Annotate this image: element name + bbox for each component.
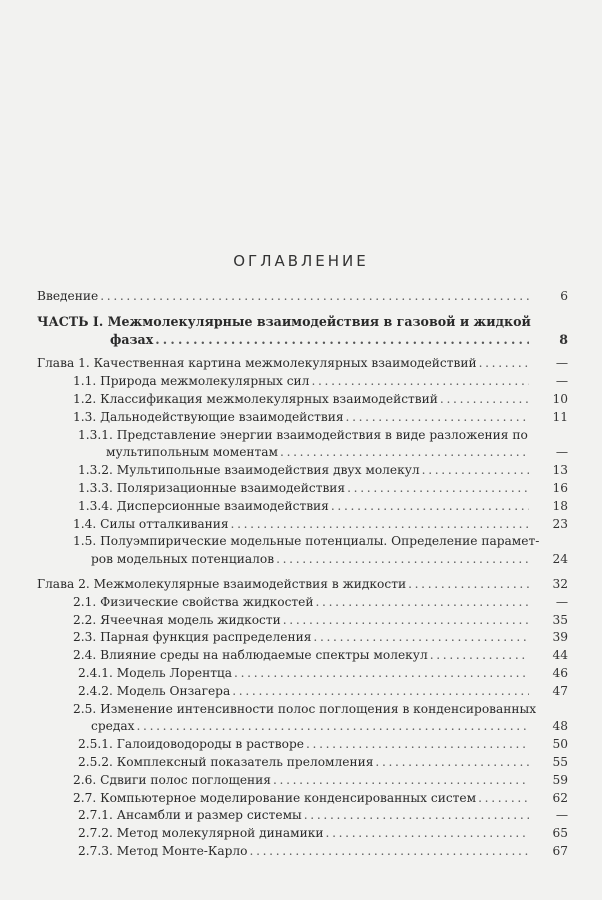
toc-entry-section[interactable] xyxy=(37,373,568,391)
toc-entry-text: 1.3.4. Дисперсионные взаимодействия xyxy=(78,498,329,513)
toc-entry-text: 2.4.1. Модель Лорентца xyxy=(78,665,233,680)
dot-leader xyxy=(232,683,529,701)
toc-entry-text: 2.1. Физические свойства жидкостей xyxy=(73,594,314,609)
page-number: — xyxy=(555,808,568,823)
dot-leader xyxy=(346,409,529,427)
dot-leader xyxy=(478,790,529,808)
dot-leader xyxy=(440,391,529,409)
dot-leader xyxy=(304,807,529,825)
toc-entry-text: 1.2. Классификация межмолекулярных взаимодействий xyxy=(73,391,438,406)
table-of-contents xyxy=(37,288,568,861)
dot-leader xyxy=(234,665,529,683)
toc-entry-text: мультипольным моментам xyxy=(106,445,279,460)
toc-entry-text: 1.1. Природа межмолекулярных сил xyxy=(73,374,310,389)
toc-entry-text: 2.4.2. Модель Онзагера xyxy=(78,683,231,698)
page-number: 6 xyxy=(560,289,568,303)
toc-entry-section[interactable] xyxy=(37,533,568,569)
toc-entry-text: Глава 1. Качественная картина межмолекулярных взаимодействий xyxy=(37,356,477,371)
toc-entry-text: средах xyxy=(91,719,135,734)
page-number: 62 xyxy=(552,790,568,805)
toc-entry-subsection[interactable] xyxy=(37,427,568,463)
toc-entry-section[interactable] xyxy=(37,409,568,427)
toc-entry-text: фазах xyxy=(110,331,154,347)
dot-leader xyxy=(313,629,529,647)
page-number: 55 xyxy=(552,754,568,769)
toc-entry-chapter[interactable] xyxy=(37,355,568,373)
page-number: 47 xyxy=(552,683,568,698)
page-number: 59 xyxy=(552,772,568,787)
dot-leader xyxy=(375,754,529,772)
page-number: 23 xyxy=(552,516,568,531)
page-number: 32 xyxy=(552,576,568,591)
toc-entry-text: Глава 2. Межмолекулярные взаимодействия в жидкости xyxy=(37,576,407,591)
toc-entry-text: 2.7. Компьютерное моделирование конденсированных систем xyxy=(73,790,477,805)
toc-entry-text: 2.7.2. Метод молекулярной динамики xyxy=(78,826,324,841)
dot-leader xyxy=(283,612,529,630)
dot-leader xyxy=(231,516,529,534)
toc-entry-text: 2.5.2. Комплексный показатель преломления xyxy=(78,754,374,769)
page-number: 35 xyxy=(552,612,568,627)
toc-entry-text: 1.3.1. Представление энергии взаимодействия в виде разложения по xyxy=(78,427,528,442)
dot-leader xyxy=(273,772,529,790)
toc-entry-text: Введение xyxy=(37,289,99,303)
toc-entry-text: 1.4. Силы отталкивания xyxy=(73,516,229,531)
dot-leader xyxy=(250,843,529,861)
toc-entry-text: ЧАСТЬ I. Межмолекулярные взаимодействия в газовой и жидкой xyxy=(37,313,531,329)
page-number: — xyxy=(555,356,568,371)
page-number: 46 xyxy=(552,665,568,680)
dot-leader xyxy=(326,825,529,843)
dot-leader xyxy=(311,373,529,391)
toc-entry-text: 2.2. Ячеечная модель жидкости xyxy=(73,612,281,627)
toc-title: ОГЛАВЛЕНИЕ xyxy=(233,252,369,270)
page-number: 24 xyxy=(552,552,568,567)
page-number: — xyxy=(555,594,568,609)
dot-leader xyxy=(331,498,529,516)
toc-entry-intro[interactable] xyxy=(37,288,568,306)
page-number: 50 xyxy=(552,737,568,752)
toc-entry-section[interactable] xyxy=(37,594,568,612)
toc-entry-section[interactable] xyxy=(37,647,568,665)
toc-entry-subsection[interactable] xyxy=(37,683,568,701)
page-number: 8 xyxy=(559,331,568,347)
toc-entry-text: 2.5.1. Галоидоводороды в растворе xyxy=(78,737,304,752)
toc-entry-subsection[interactable] xyxy=(37,754,568,772)
toc-entry-section[interactable] xyxy=(37,772,568,790)
toc-entry-section[interactable] xyxy=(37,701,568,737)
toc-entry-text: 2.7.3. Метод Монте-Карло xyxy=(78,843,248,858)
dot-leader xyxy=(315,594,529,612)
toc-entry-subsection[interactable] xyxy=(37,825,568,843)
page-number: 13 xyxy=(552,463,568,478)
toc-entry-section[interactable] xyxy=(37,612,568,630)
toc-entry-text: 1.3. Дальнодействующие взаимодействия xyxy=(73,409,344,424)
toc-entry-subsection[interactable] xyxy=(37,462,568,480)
page-number: 11 xyxy=(552,409,568,424)
toc-entry-subsection[interactable] xyxy=(37,736,568,754)
toc-entry-text: 2.7.1. Ансамбли и размер системы xyxy=(78,808,302,823)
dot-leader xyxy=(430,647,529,665)
toc-entry-subsection[interactable] xyxy=(37,498,568,516)
toc-entry-text: 2.6. Сдвиги полос поглощения xyxy=(73,772,271,787)
page-number: 16 xyxy=(552,480,568,495)
toc-entry-subsection[interactable] xyxy=(37,843,568,861)
page-number: — xyxy=(555,374,568,389)
toc-entry-section[interactable] xyxy=(37,516,568,534)
dot-leader xyxy=(136,718,529,736)
toc-entry-text: ров модельных потенциалов xyxy=(91,552,275,567)
toc-entry-section[interactable] xyxy=(37,790,568,808)
dot-leader xyxy=(347,480,529,498)
toc-entry-subsection[interactable] xyxy=(37,807,568,825)
page-number: 67 xyxy=(552,843,568,858)
toc-entry-text: 2.3. Парная функция распределения xyxy=(73,630,312,645)
toc-entry-section[interactable] xyxy=(37,391,568,409)
toc-entry-text: 1.5. Полуэмпирические модельные потенциалы. Определение парамет- xyxy=(73,534,540,549)
toc-entry-text: 1.3.2. Мультипольные взаимодействия двух молекул xyxy=(78,463,420,478)
dot-leader xyxy=(422,462,529,480)
dot-leader xyxy=(155,331,529,349)
page-number: 48 xyxy=(552,719,568,734)
toc-entry-text: 2.5. Изменение интенсивности полос поглощения в конденсированных xyxy=(73,701,537,716)
toc-entry-subsection[interactable] xyxy=(37,665,568,683)
dot-leader xyxy=(306,736,529,754)
page-number: 10 xyxy=(552,391,568,406)
toc-entry-section[interactable] xyxy=(37,629,568,647)
dot-leader xyxy=(479,355,529,373)
page-number: 18 xyxy=(552,498,568,513)
toc-entry-text: 2.4. Влияние среды на наблюдаемые спектры молекул xyxy=(73,648,428,663)
toc-entry-text: 1.3.3. Поляризационные взаимодействия xyxy=(78,480,346,495)
toc-entry-subsection[interactable] xyxy=(37,480,568,498)
page-number: 39 xyxy=(552,630,568,645)
dot-leader xyxy=(100,288,529,306)
dot-leader xyxy=(276,551,529,569)
toc-entry-part[interactable] xyxy=(37,313,568,349)
dot-leader xyxy=(408,576,529,594)
toc-entry-chapter[interactable] xyxy=(37,576,568,594)
page-number: 44 xyxy=(552,648,568,663)
dot-leader xyxy=(280,444,529,462)
page-number: — xyxy=(555,445,568,460)
page-number: 65 xyxy=(552,826,568,841)
